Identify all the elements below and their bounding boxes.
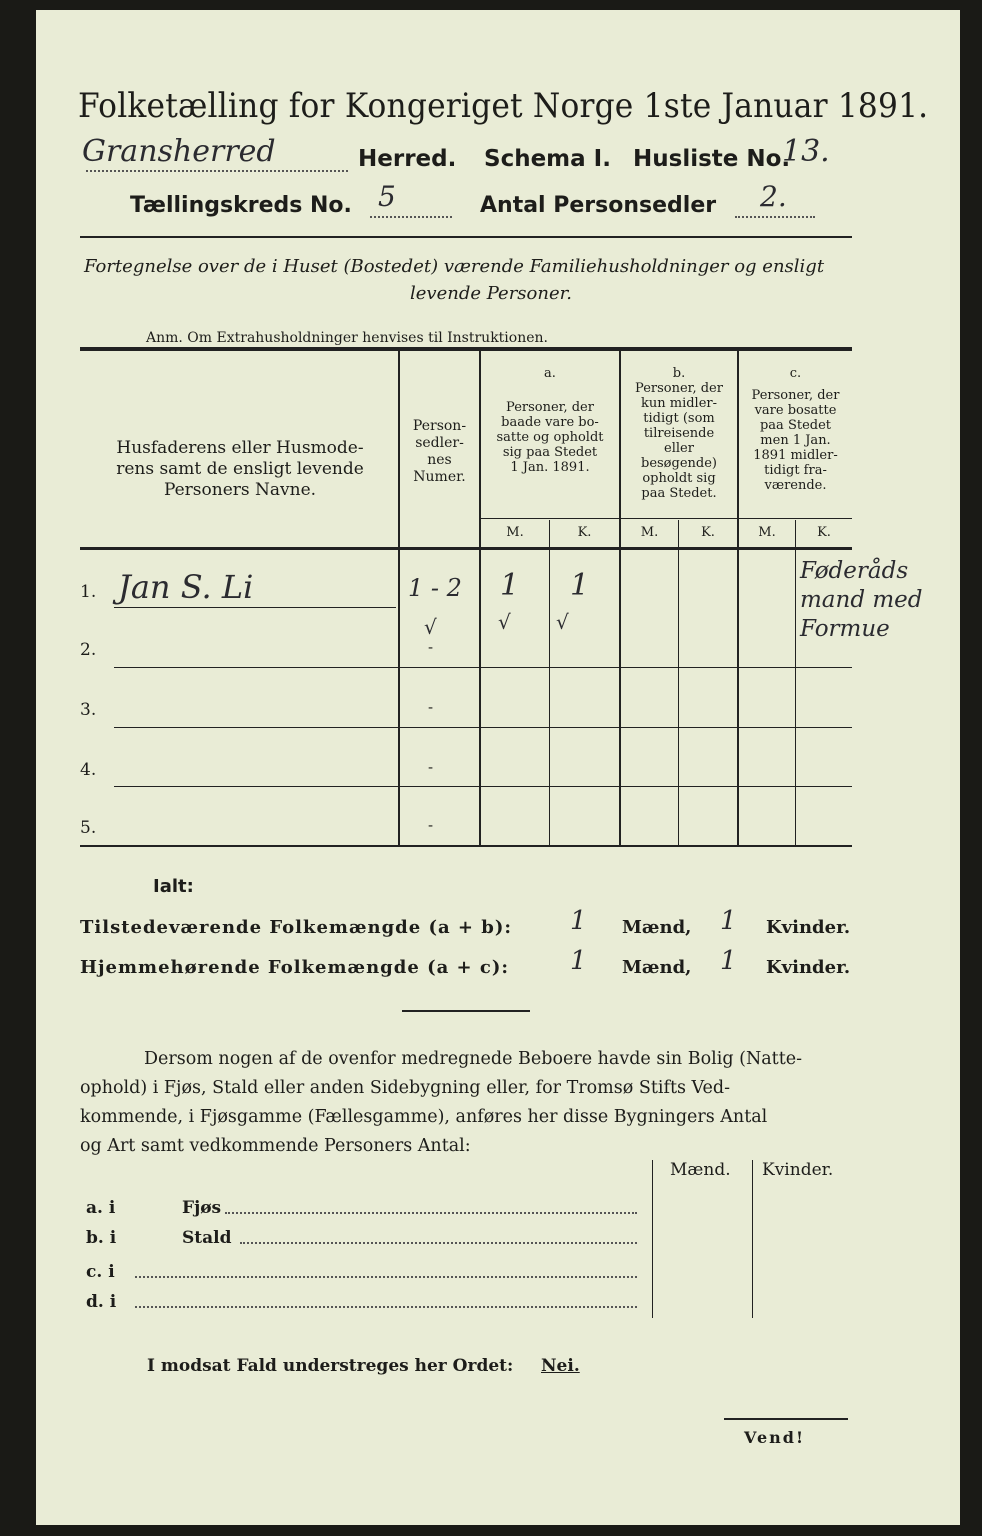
tilstede-kvinder-value: 1 (720, 906, 737, 936)
outbuilding-c-letter: c. i (86, 1262, 115, 1282)
row-2-number: 2. (80, 640, 97, 660)
outbuilding-b-dots (240, 1242, 637, 1244)
vend-rule (724, 1418, 848, 1420)
outbuildings-maend-header: Mænd. (670, 1160, 731, 1180)
hjemme-kvinder-value: 1 (720, 946, 737, 976)
anm-note: Anm. Om Extrahusholdninger henvises til Instruktionen. (146, 330, 548, 346)
herred-dotted-line (86, 170, 348, 172)
outbuilding-b-label: Stald (182, 1228, 232, 1248)
taellingskreds-label: Tællingskreds No. (130, 193, 352, 218)
outbuildings-col-divider-1 (652, 1160, 653, 1318)
col-b-m-label: M. (640, 525, 659, 540)
row-1-remark: Føderåds mand med Formue (800, 558, 923, 642)
row-1-personsedler: 1 - 2 (408, 574, 462, 602)
outbuilding-d-dots (135, 1306, 637, 1308)
form-title: Folketælling for Kongeriget Norge 1ste Januar 1891. (78, 86, 929, 126)
outbuilding-a-dots (225, 1212, 637, 1214)
intro-line-2: levende Personer. (410, 283, 572, 304)
mk-rule (480, 518, 852, 519)
antal-dotted-line (735, 216, 815, 218)
outbuilding-a-letter: a. i (86, 1198, 116, 1218)
taellingskreds-value: 5 (378, 180, 396, 213)
col-a-m-label: M. (506, 525, 524, 540)
col-c-letter: c. (789, 366, 802, 381)
schema-label: Schema I. (484, 146, 611, 172)
check-mark-2: √ (498, 610, 511, 634)
row-5-personsedler: - (428, 816, 434, 834)
col-a-k-label: K. (577, 525, 592, 540)
col-b-k-label: K. (701, 525, 715, 540)
antal-label: Antal Personsedler (480, 193, 717, 218)
tilstede-label: Tilstedeværende Folkemængde (a + b): (80, 917, 513, 938)
row-1-underline (114, 607, 396, 608)
section-separator (402, 1010, 530, 1012)
row-3-number: 3. (80, 700, 97, 720)
col-c-k-label: K. (817, 525, 831, 540)
row-1-a-kvinder: 1 (570, 568, 590, 603)
hjemme-label: Hjemmehørende Folkemængde (a + c): (80, 957, 509, 978)
outbuilding-d-letter: d. i (86, 1292, 117, 1312)
col-a-header: Personer, der baade vare bo- satte og opholdt sig paa Stedet 1 Jan. 1891. (496, 400, 604, 475)
tilstede-maend-value: 1 (570, 906, 587, 936)
row-1-a-maend: 1 (500, 568, 520, 603)
row-1-name: Jan S. Li (118, 568, 254, 606)
row-3-personsedler: - (428, 698, 434, 716)
row-4-underline (114, 786, 852, 787)
hjemme-maend-value: 1 (570, 946, 587, 976)
outbuilding-a-label: Fjøs (182, 1198, 222, 1218)
outbuilding-c-dots (135, 1276, 637, 1278)
hjemme-maend-label: Mænd, (622, 957, 692, 978)
col-a-letter: a. (544, 366, 556, 381)
row-3-underline (114, 727, 852, 728)
husliste-label: Husliste No. (633, 146, 791, 172)
check-mark-1: √ (424, 615, 437, 639)
col-b-letter: b. (672, 366, 686, 381)
row-2-personsedler: - (428, 638, 434, 656)
names-column-header: Husfaderens eller Husmode- rens samt de ensligt levende Personers Navne. (116, 438, 364, 500)
col-divider-c-mk (795, 520, 796, 845)
footer-instruction: I modsat Fald understreges her Ordet: (147, 1356, 514, 1376)
herred-value: Gransherred (82, 134, 276, 169)
row-1-number: 1. (80, 582, 97, 602)
intro-line-1: Fortegnelse over de i Huset (Bostedet) værende Familiehusholdninger og ensligt (84, 256, 825, 277)
row-5-number: 5. (80, 818, 97, 838)
check-mark-3: √ (556, 610, 569, 634)
col-divider-a-mk (549, 520, 550, 845)
antal-value: 2. (760, 180, 787, 213)
table-bottom-rule (80, 845, 852, 847)
tilstede-maend-label: Mænd, (622, 917, 692, 938)
number-column-header: Person- sedler- nes Numer. (412, 418, 467, 485)
col-c-header: Personer, der vare bosatte paa Stedet men 1 Jan. 1891 midler- tidigt fra- værende. (751, 388, 840, 493)
header-rule (80, 236, 852, 238)
row-4-personsedler: - (428, 758, 434, 776)
vend-text: Vend! (744, 1428, 805, 1447)
ialt-label: Ialt: (153, 876, 194, 897)
outbuildings-kvinder-header: Kvinder. (762, 1160, 834, 1180)
hjemme-kvinder-label: Kvinder. (766, 957, 851, 978)
taellingskreds-dotted-line (370, 216, 452, 218)
outbuilding-b-letter: b. i (86, 1228, 117, 1248)
tilstede-kvinder-label: Kvinder. (766, 917, 851, 938)
col-divider-b-mk (678, 520, 679, 845)
row-2-underline (114, 667, 852, 668)
outbuildings-paragraph: Dersom nogen af de ovenfor medregnede Beboere havde sin Bolig (Natte- ophold) i Fjøs, Stald eller anden Sidebygning eller, for Tromsø Stifts Ved- kommende, i Fjøsgamme (Fællesgamme), anføres her disse Bygningers Antal og Art samt vedkommende Personers Antal: (80, 1049, 803, 1156)
col-b-header: Personer, der kun midler- tidigt (som tilreisende eller besøgende) opholdt sig paa Stedet. (635, 381, 723, 501)
husliste-value: 13. (782, 134, 830, 169)
row-4-number: 4. (80, 760, 97, 780)
outbuildings-col-divider-2 (752, 1160, 753, 1318)
herred-label: Herred. (358, 146, 457, 172)
col-c-m-label: M. (758, 525, 776, 540)
footer-nei-word: Nei. (541, 1356, 580, 1376)
